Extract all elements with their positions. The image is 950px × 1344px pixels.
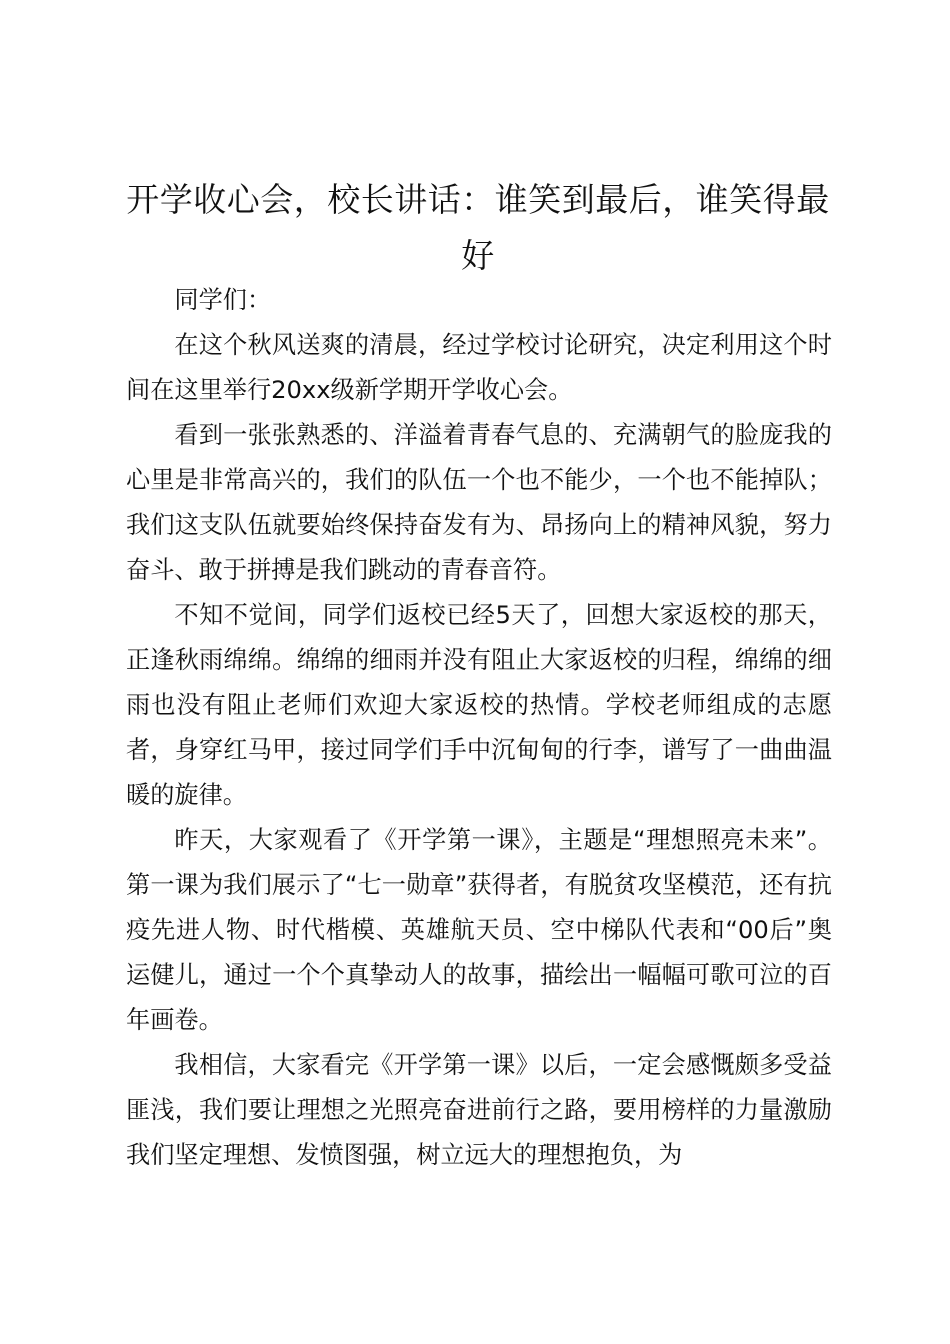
document-body bbox=[126, 278, 832, 1178]
paragraph: 不知不觉间，同学们返校已经5天了，回想大家返校的那天，正逢秋雨绵绵。绵绵的细雨并没有阻止大家返校的归程，绵绵的细雨也没有阻止老师们欢迎大家返校的热情。学校老师组成的志愿者，身穿红马甲，接过同学们手中沉甸甸的行李，谱写了一曲曲温暖的旋律。 bbox=[126, 601, 832, 809]
paragraph: 在这个秋风送爽的清晨，经过学校讨论研究，决定利用这个时间在这里举行20xx级新学期开学收心会。 bbox=[126, 331, 832, 404]
paragraph: 昨天，大家观看了《开学第一课》，主题是“理想照亮未来”。第一课为我们展示了“七一勋章”获得者，有脱贫攻坚模范，还有抗疫先进人物、时代楷模、英雄航天员、空中梯队代表和“00后”奥运健儿，通过一个个真挚动人的故事，描绘出一幅幅可歌可泣的百年画卷。 bbox=[126, 826, 832, 1034]
paragraph: 我相信，大家看完《开学第一课》以后，一定会感慨颇多受益匪浅，我们要让理想之光照亮奋进前行之路，要用榜样的力量激励我们坚定理想、发愤图强，树立远大的理想抱负，为 bbox=[126, 1051, 832, 1169]
document-title: 开学收心会，校长讲话：谁笑到最后，谁笑得最好 bbox=[126, 180, 830, 275]
paragraph: 看到一张张熟悉的、洋溢着青春气息的、充满朝气的脸庞我的心里是非常高兴的，我们的队伍一个也不能少，一个也不能掉队；我们这支队伍就要始终保持奋发有为、昂扬向上的精神风貌，努力奋斗、敢于拼搏是我们跳动的青春音符。 bbox=[126, 421, 832, 584]
paragraph-salutation: 同学们： bbox=[174, 286, 272, 314]
